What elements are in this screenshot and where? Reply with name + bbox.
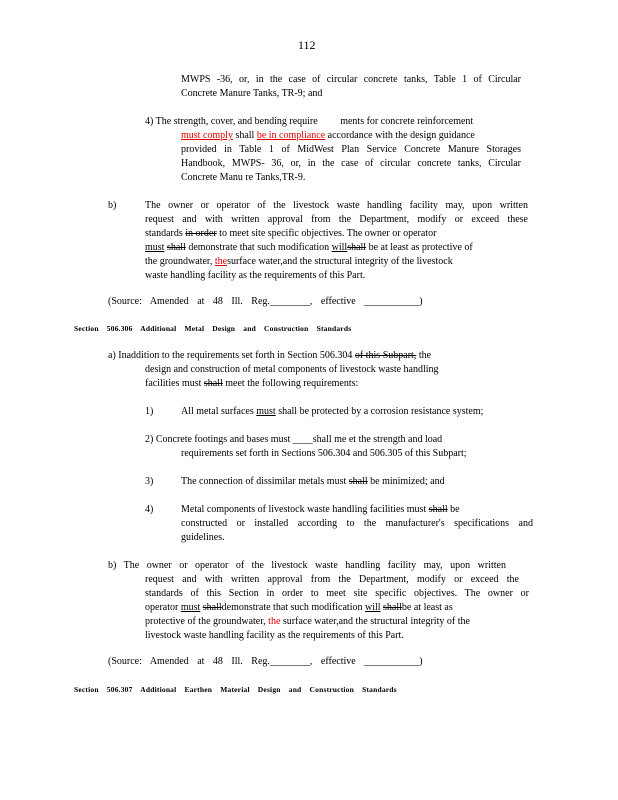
text-line [145,228,436,240]
inserted-text: the [268,616,281,627]
source-note: (Source: Amended at 48 Ill. Reg.________, effective ___________) [108,656,423,667]
inserted-text: be in compliance [256,130,326,141]
text-run: surface water,and the structural integrity of the [282,616,470,627]
deleted-text: of this Subpart, [354,350,417,361]
text-run: demonstrate that such modification [221,602,363,613]
text-run: standards [145,228,183,239]
list-number: 1) [145,406,154,417]
text-run: the groundwater, [145,256,213,267]
list-number: 4) [145,504,154,515]
text-run: meet the following requirements: [225,378,359,389]
list-item: 2) Concrete footings and bases must ____shall me et the strength and load [145,434,443,445]
text-line: constructed or installed according to the manufacturer's specifications and [181,518,533,529]
text-run: be minimized; and [370,476,445,487]
item-4-line-2 [181,130,475,142]
text-run: Metal components of livestock waste handling facilities must [181,504,427,515]
text-line: b) The owner or operator of the livestock waste handling facility may, upon written [108,560,506,571]
text-run: be at least as [401,602,453,613]
text-line: request and with written approval from the Department, modify or exceed these [145,214,528,225]
text-line: waste handling facility as the requirements of this Part. [145,270,366,281]
text-run: in Section 506.304 [277,350,353,361]
text-line: Handbook, MWPS- 36, or, in the case of circular concrete tanks, Circular [181,158,521,169]
text-line: design and construction of metal components of livestock waste handling [145,364,439,375]
item-4-line-1 [145,116,473,128]
text-line: Concrete Manure Tanks, TR-9; and [181,88,323,99]
text-run: operator [145,602,179,613]
text-run: be at least as protective of [368,242,473,253]
inserted-text: must [256,406,276,417]
deleted-text: shall [166,242,186,253]
text-run: the [418,350,432,361]
list-number: 3) [145,476,154,487]
deleted-text: shall [347,242,367,253]
text-run: The connection of dissimilar metals must [181,476,347,487]
inserted-text: must [180,602,201,613]
text-run: be [450,504,460,515]
text-line [108,350,431,362]
inserted-text: must comply [181,130,233,141]
text-run: shall [235,130,255,141]
text-run: All metal surfaces [181,406,254,417]
text-line: The owner or operator of the livestock waste handling facility may, upon written [145,200,528,211]
text-run: addition to the requirements set forth [126,350,275,361]
text-run: accordance with the design guidance [327,130,475,141]
text-run: a) In [108,350,127,361]
inserted-text: the [214,256,228,267]
inserted-text: will [331,242,348,253]
paragraph-label: b) [108,200,117,211]
text-line: standards of this Section in order to meet site specific objectives. The owner or [145,588,529,599]
text-line: MWPS -36, or, in the case of circular concrete tanks, Table 1 of Circular [181,74,521,85]
text-run: to meet site specific objectives. The owner or operator [219,228,437,239]
text-line [145,616,470,628]
text-run: demonstrate that such modification [188,242,330,253]
text-run: shall be protected by a corrosion resistance system; [278,406,484,417]
page-number: 112 [298,38,316,52]
text-line: livestock waste handling facility as the requirements of this Part. [145,630,404,641]
list-item [181,504,460,516]
text-run: protective of the groundwater, [145,616,266,627]
text-run: ments for concrete reinforcement [340,116,474,127]
text-run: bending require [254,116,318,127]
text-run: 4) The strength, cover, and [145,116,253,127]
section-heading: Section 506.306 Additional Metal Design and Construction Standards [74,324,352,333]
source-note: (Source: Amended at 48 Ill. Reg.________, effective ___________) [108,296,423,307]
list-item [181,406,483,418]
text-run: surface water,and the structural integrity of the livestock [227,256,453,267]
text-line: requirements set forth in Sections 506.304 and 506.305 of this Subpart; [181,448,467,459]
text-line: request and with written approval from the Department, modify or exceed the [145,574,519,585]
deleted-text: shall [203,378,223,389]
text-line [145,256,453,268]
text-line: Concrete Manu re Tanks,TR-9. [181,172,306,183]
deleted-text: shall [428,504,448,515]
text-line: provided in Table 1 of MidWest Plan Service Concrete Manure Storages [181,144,521,155]
list-item [181,476,445,488]
text-line [145,602,453,614]
text-line: guidelines. [181,532,225,543]
deleted-text: shall [383,602,402,613]
inserted-text: will [364,602,381,613]
deleted-text: shall [202,602,222,613]
text-line [145,242,533,254]
deleted-text: in order [185,228,217,239]
text-line [145,378,358,390]
text-run: facilities must [145,378,202,389]
inserted-text: must [145,242,165,253]
section-heading: Section 506.307 Additional Earthen Material Design and Construction Standards [74,685,397,694]
deleted-text: shall [348,476,368,487]
